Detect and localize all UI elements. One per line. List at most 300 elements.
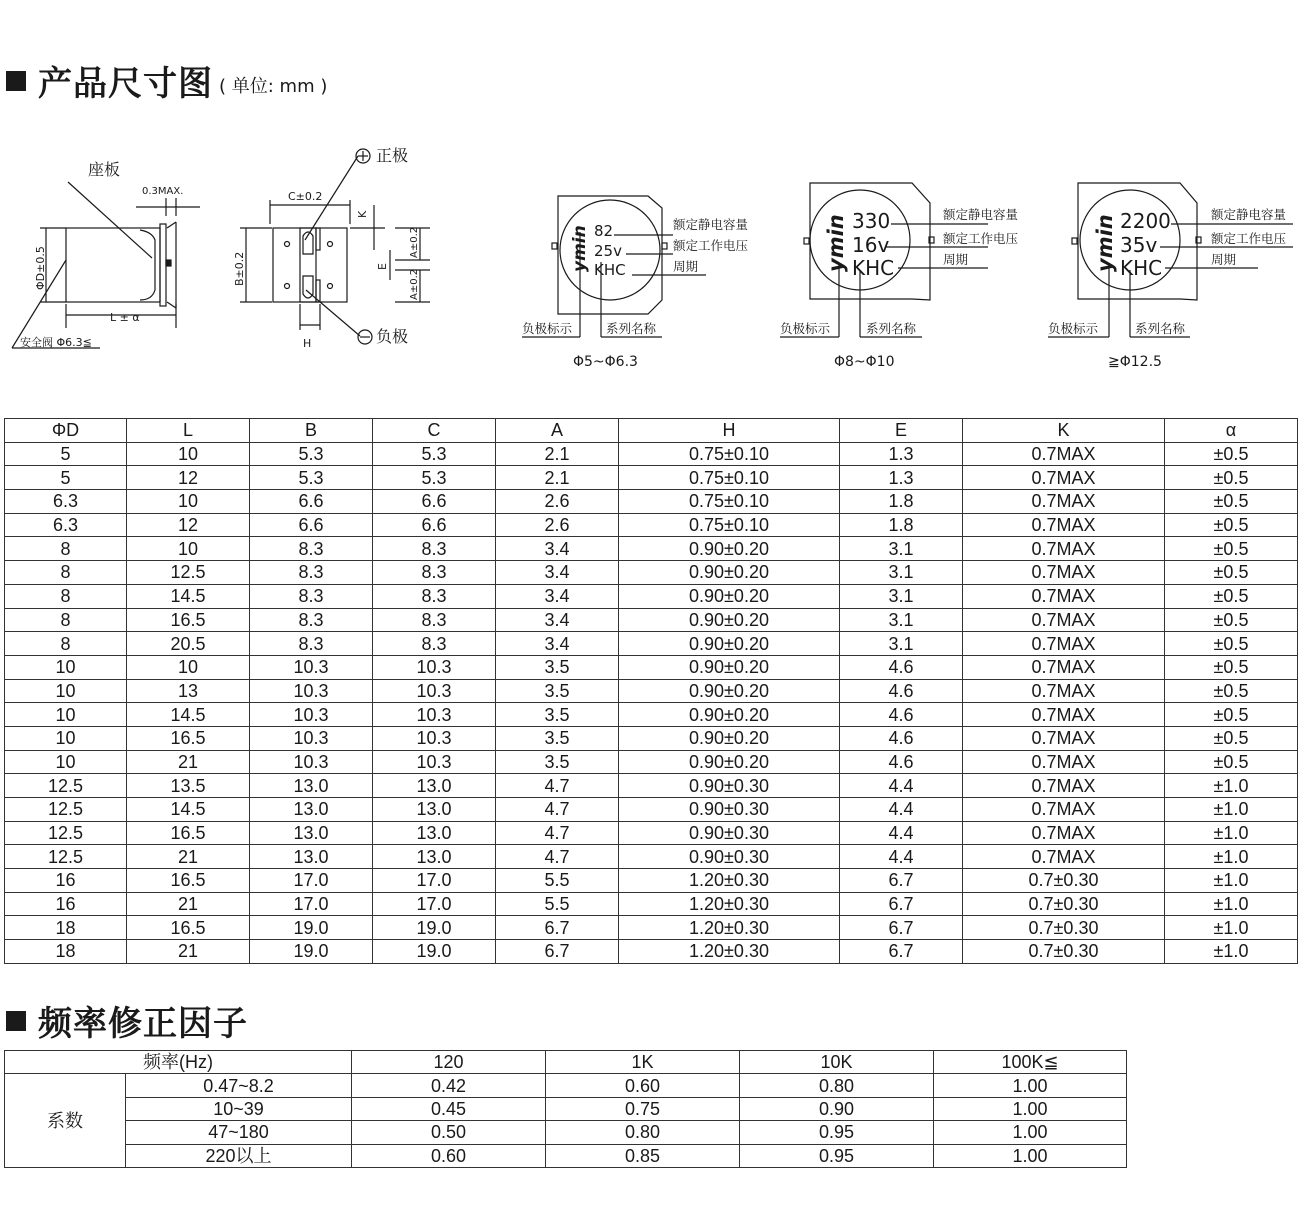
negative-mark-label: 负极标示 [780, 321, 831, 336]
table-cell: 2.1 [496, 466, 619, 490]
table-cell: 4.4 [840, 845, 963, 869]
unit-note: ( 单位: mm ) [219, 75, 328, 97]
table-cell: 4.7 [496, 798, 619, 822]
table-cell: 17.0 [250, 892, 373, 916]
table-cell: 0.7MAX [963, 750, 1165, 774]
table-cell: 21 [127, 892, 250, 916]
capacitance-range-cell: 10~39 [126, 1097, 352, 1120]
h-dimension-label: H [303, 337, 312, 350]
table-cell: 1.3 [840, 466, 963, 490]
table-cell: ±1.0 [1165, 798, 1298, 822]
negative-mark-label: 负极标示 [522, 321, 573, 336]
table-cell: 2.6 [496, 490, 619, 514]
table-cell: 5.5 [496, 892, 619, 916]
table-cell: 10.3 [250, 726, 373, 750]
cap-value: 2200 [1120, 209, 1171, 233]
table-cell: 0.90±0.30 [619, 845, 840, 869]
table-cell: 1.20±0.30 [619, 869, 840, 893]
table-cell: 5.3 [250, 442, 373, 466]
capacitance-label: 额定静电容量 [1211, 207, 1287, 222]
table-cell: 13.0 [250, 798, 373, 822]
table-cell: 10.3 [373, 679, 496, 703]
table-cell: ±1.0 [1165, 892, 1298, 916]
table-cell: 0.90±0.30 [619, 821, 840, 845]
table-cell: ±0.5 [1165, 726, 1298, 750]
table-cell: 18 [5, 916, 127, 940]
table-cell: ±0.5 [1165, 608, 1298, 632]
table-cell: 3.4 [496, 584, 619, 608]
square-bullet-icon [6, 71, 26, 91]
table-cell: 8 [5, 537, 127, 561]
table-cell: ±1.0 [1165, 869, 1298, 893]
table-cell: 8.3 [373, 584, 496, 608]
table-cell: 8.3 [250, 632, 373, 656]
table-cell: 21 [127, 845, 250, 869]
table-cell: 6.7 [840, 892, 963, 916]
table-cell: 5 [5, 442, 127, 466]
section-title: 产品尺寸图 [38, 64, 213, 104]
square-bullet-icon [6, 1011, 26, 1031]
table-cell: ±1.0 [1165, 821, 1298, 845]
table-cell: 19.0 [373, 940, 496, 964]
table-cell: 0.90±0.20 [619, 584, 840, 608]
table-cell: 6.7 [496, 916, 619, 940]
table-cell: 6.6 [373, 490, 496, 514]
table-cell: 12 [127, 466, 250, 490]
table-cell: 3.1 [840, 632, 963, 656]
table-cell: 10.3 [373, 703, 496, 727]
safety-vent-label: 安全阀 Φ6.3≦ [20, 336, 92, 349]
table-cell: 4.6 [840, 679, 963, 703]
table-cell: 0.90±0.20 [619, 632, 840, 656]
table-header-cell: 100K≦ [934, 1051, 1127, 1074]
positive-label: 正极 [376, 146, 409, 165]
size-range-label: Φ5~Φ6.3 [573, 354, 638, 370]
table-cell: 17.0 [373, 869, 496, 893]
table-row [5, 1144, 1127, 1167]
table-header-row [5, 1051, 1127, 1074]
table-row [5, 608, 1298, 632]
negative-mark-label: 负极标示 [1048, 321, 1099, 336]
table-cell: 12.5 [5, 821, 127, 845]
table-cell: 14.5 [127, 584, 250, 608]
table-cell: 0.75±0.10 [619, 442, 840, 466]
coefficient-cell: 1.00 [934, 1097, 1127, 1120]
b-dimension-label: B±0.2 [233, 251, 246, 286]
table-cell: 4.4 [840, 774, 963, 798]
table-cell: 3.5 [496, 726, 619, 750]
bottom-view-drawing [240, 149, 430, 344]
coefficient-cell: 0.45 [352, 1097, 546, 1120]
coefficient-cell: 1.00 [934, 1074, 1127, 1097]
coefficient-cell: 0.80 [740, 1074, 934, 1097]
table-cell: 16.5 [127, 608, 250, 632]
capacitance-label: 额定静电容量 [673, 217, 749, 232]
series-name-label: 系列名称 [606, 321, 657, 336]
table-cell: 8.3 [373, 561, 496, 585]
voltage-label: 额定工作电压 [1211, 231, 1287, 246]
table-cell: 3.1 [840, 537, 963, 561]
table-cell: 12.5 [127, 561, 250, 585]
table-cell: 12.5 [5, 845, 127, 869]
table-cell: 4.6 [840, 726, 963, 750]
table-cell: 21 [127, 750, 250, 774]
table-cell: 10.3 [250, 679, 373, 703]
max-thickness-label: 0.3MAX. [142, 186, 184, 197]
series-name-label: 系列名称 [866, 321, 917, 336]
table-cell: 8.3 [373, 537, 496, 561]
table-row [5, 845, 1298, 869]
table-row [5, 940, 1298, 964]
size-range-label: Φ8~Φ10 [834, 354, 895, 370]
table-header-cell: ΦD [5, 419, 127, 443]
table-cell: 17.0 [373, 892, 496, 916]
table-cell: 0.7MAX [963, 632, 1165, 656]
table-cell: 4.7 [496, 774, 619, 798]
table-cell: 1.8 [840, 513, 963, 537]
table-cell: ±0.5 [1165, 513, 1298, 537]
coefficient-cell: 0.95 [740, 1121, 934, 1144]
table-cell: 16.5 [127, 916, 250, 940]
table-cell: 0.90±0.20 [619, 703, 840, 727]
cap-value: 330 [852, 209, 891, 233]
table-cell: 0.7MAX [963, 726, 1165, 750]
table-cell: 0.7MAX [963, 466, 1165, 490]
table-cell: 19.0 [373, 916, 496, 940]
table-cell: 16.5 [127, 821, 250, 845]
table-cell: 6.6 [373, 513, 496, 537]
table-cell: 10 [5, 703, 127, 727]
table-cell: 16.5 [127, 869, 250, 893]
table-cell: ±1.0 [1165, 940, 1298, 964]
table-cell: 3.4 [496, 537, 619, 561]
table-header-cell: B [250, 419, 373, 443]
capacitance-range-cell: 47~180 [126, 1121, 352, 1144]
table-row [5, 561, 1298, 585]
table-cell: 13.0 [373, 774, 496, 798]
table-cell: 0.7MAX [963, 561, 1165, 585]
table-cell: 10 [5, 679, 127, 703]
table-cell: 10 [5, 726, 127, 750]
table-cell: 10 [5, 750, 127, 774]
a-dimension-label-top: A±0.2 [409, 226, 420, 258]
table-cell: 14.5 [127, 798, 250, 822]
table-cell: 0.7MAX [963, 442, 1165, 466]
table-row [5, 490, 1298, 514]
table-header-cell: E [840, 419, 963, 443]
table-cell: 5.5 [496, 869, 619, 893]
table-cell: 0.90±0.20 [619, 679, 840, 703]
table-header-cell: H [619, 419, 840, 443]
coefficient-cell: 1.00 [934, 1121, 1127, 1144]
table-cell: ±0.5 [1165, 537, 1298, 561]
table-cell: 0.90±0.20 [619, 608, 840, 632]
table-cell: 16 [5, 892, 127, 916]
brand-logo: ymin [1093, 214, 1117, 272]
period-label: 周期 [943, 252, 969, 267]
table-cell: 4.4 [840, 798, 963, 822]
table-cell: 10 [127, 537, 250, 561]
table-cell: 0.7MAX [963, 584, 1165, 608]
table-header-cell: L [127, 419, 250, 443]
table-cell: 5 [5, 466, 127, 490]
table-cell: 0.7MAX [963, 845, 1165, 869]
table-cell: 10 [127, 655, 250, 679]
table-row [5, 513, 1298, 537]
table-cell: 5.3 [373, 442, 496, 466]
table-cell: 13.0 [373, 798, 496, 822]
table-cell: 8.3 [250, 537, 373, 561]
table-cell: 8 [5, 584, 127, 608]
period-label: 周期 [673, 259, 699, 274]
table-cell: 0.7±0.30 [963, 892, 1165, 916]
size-range-label: ≧Φ12.5 [1108, 354, 1162, 370]
table-row [5, 537, 1298, 561]
table-cell: 5.3 [373, 466, 496, 490]
table-cell: 13.0 [373, 845, 496, 869]
table-cell: 13.0 [250, 845, 373, 869]
frequency-header: 频率(Hz) [5, 1051, 352, 1074]
period-label: 周期 [1211, 252, 1237, 267]
table-cell: 8.3 [250, 561, 373, 585]
table-header-cell: A [496, 419, 619, 443]
table-cell: 0.90±0.20 [619, 655, 840, 679]
table-cell: ±0.5 [1165, 466, 1298, 490]
table-cell: 4.4 [840, 821, 963, 845]
table-cell: 13.5 [127, 774, 250, 798]
table-header-cell: 10K [740, 1051, 934, 1074]
table-cell: 4.7 [496, 821, 619, 845]
table-cell: 20.5 [127, 632, 250, 656]
table-cell: 10.3 [373, 655, 496, 679]
table-cell: 0.7±0.30 [963, 940, 1165, 964]
base-plate-label: 座板 [88, 160, 121, 179]
table-row [5, 442, 1298, 466]
table-row [5, 726, 1298, 750]
table-cell: 4.6 [840, 655, 963, 679]
table-cell: 0.7MAX [963, 537, 1165, 561]
table-cell: 3.1 [840, 561, 963, 585]
table-cell: 13 [127, 679, 250, 703]
table-cell: 6.7 [840, 869, 963, 893]
table-cell: 0.7MAX [963, 821, 1165, 845]
length-label: L ± α [110, 311, 140, 324]
capacitance-label: 额定静电容量 [943, 207, 1019, 222]
table-cell: ±0.5 [1165, 703, 1298, 727]
section-heading-dimensions [6, 56, 327, 105]
table-cell: 0.7MAX [963, 703, 1165, 727]
table-cell: 0.7MAX [963, 608, 1165, 632]
coefficient-cell: 0.60 [546, 1074, 740, 1097]
table-row [5, 1121, 1127, 1144]
voltage-value: 16v [852, 233, 890, 257]
table-cell: 1.20±0.30 [619, 892, 840, 916]
table-cell: 0.75±0.10 [619, 513, 840, 537]
table-row [5, 1097, 1127, 1120]
coefficient-cell: 1.00 [934, 1144, 1127, 1167]
section-title: 频率修正因子 [38, 1004, 248, 1044]
table-row [5, 750, 1298, 774]
coefficient-cell: 0.95 [740, 1144, 934, 1167]
table-cell: 2.6 [496, 513, 619, 537]
table-cell: 10 [5, 655, 127, 679]
table-cell: 0.7MAX [963, 774, 1165, 798]
table-cell: 8 [5, 632, 127, 656]
table-cell: 8 [5, 561, 127, 585]
diameter-label: ΦD±0.5 [34, 246, 47, 290]
table-row [5, 584, 1298, 608]
table-cell: 3.5 [496, 750, 619, 774]
table-cell: 10.3 [250, 750, 373, 774]
table-cell: 6.3 [5, 513, 127, 537]
table-cell: 1.3 [840, 442, 963, 466]
table-cell: 8.3 [373, 632, 496, 656]
table-cell: 3.4 [496, 561, 619, 585]
table-header-cell: K [963, 419, 1165, 443]
table-cell: 3.1 [840, 608, 963, 632]
table-cell: 0.7MAX [963, 490, 1165, 514]
table-cell: 0.7MAX [963, 798, 1165, 822]
series-code: KHC [852, 256, 895, 280]
table-row [5, 679, 1298, 703]
dimension-table [4, 418, 1298, 964]
table-cell: 8.3 [250, 608, 373, 632]
table-cell: 5.3 [250, 466, 373, 490]
series-name-label: 系列名称 [1135, 321, 1186, 336]
a-dimension-label-bottom: A±0.2 [409, 268, 420, 300]
table-cell: 0.90±0.30 [619, 798, 840, 822]
table-cell: 4.7 [496, 845, 619, 869]
table-cell: 21 [127, 940, 250, 964]
capacitance-range-cell: 0.47~8.2 [126, 1074, 352, 1097]
table-cell: 6.6 [250, 513, 373, 537]
table-cell: 18 [5, 940, 127, 964]
table-cell: 10 [127, 490, 250, 514]
table-cell: 10.3 [250, 703, 373, 727]
table-cell: 6.6 [250, 490, 373, 514]
table-cell: 3.5 [496, 703, 619, 727]
coefficient-cell: 0.90 [740, 1097, 934, 1120]
table-cell: 13.0 [373, 821, 496, 845]
table-cell: 10.3 [373, 726, 496, 750]
voltage-label: 额定工作电压 [673, 238, 749, 253]
table-cell: 16 [5, 869, 127, 893]
table-cell: 8 [5, 608, 127, 632]
table-cell: 17.0 [250, 869, 373, 893]
c-dimension-label: C±0.2 [288, 190, 323, 203]
table-cell: 3.5 [496, 679, 619, 703]
coefficient-cell: 0.60 [352, 1144, 546, 1167]
coefficient-cell: 0.85 [546, 1144, 740, 1167]
dimension-drawing [0, 130, 1300, 380]
table-cell: ±0.5 [1165, 490, 1298, 514]
capacitance-range-cell: 220以上 [126, 1144, 352, 1167]
table-cell: 6.3 [5, 490, 127, 514]
table-cell: 13.0 [250, 821, 373, 845]
table-row [5, 821, 1298, 845]
table-cell: ±1.0 [1165, 916, 1298, 940]
table-cell: 6.7 [496, 940, 619, 964]
table-cell: 19.0 [250, 916, 373, 940]
table-cell: ±0.5 [1165, 750, 1298, 774]
table-header-cell: 120 [352, 1051, 546, 1074]
table-cell: 0.90±0.20 [619, 726, 840, 750]
table-row [5, 869, 1298, 893]
table-cell: 0.7±0.30 [963, 916, 1165, 940]
table-cell: 1.20±0.30 [619, 940, 840, 964]
frequency-correction-table [4, 1050, 1127, 1168]
table-cell: 4.6 [840, 703, 963, 727]
table-cell: 0.7±0.30 [963, 869, 1165, 893]
table-row [5, 774, 1298, 798]
table-header-cell: 1K [546, 1051, 740, 1074]
table-row [5, 466, 1298, 490]
table-row [5, 703, 1298, 727]
coefficient-cell: 0.80 [546, 1121, 740, 1144]
series-code: KHC [1120, 256, 1163, 280]
coefficient-cell: 0.42 [352, 1074, 546, 1097]
voltage-value: 25v [594, 242, 622, 260]
table-cell: 1.8 [840, 490, 963, 514]
table-cell: 12.5 [5, 798, 127, 822]
series-code: KHC [594, 261, 626, 279]
table-cell: 2.1 [496, 442, 619, 466]
table-cell: 19.0 [250, 940, 373, 964]
table-cell: 0.90±0.20 [619, 537, 840, 561]
table-header-cell: C [373, 419, 496, 443]
brand-logo: ymin [824, 214, 848, 272]
table-cell: 1.20±0.30 [619, 916, 840, 940]
table-cell: ±0.5 [1165, 584, 1298, 608]
table-cell: ±0.5 [1165, 632, 1298, 656]
table-row [5, 1074, 1127, 1097]
coefficient-label: 系数 [5, 1074, 126, 1168]
table-cell: 3.5 [496, 655, 619, 679]
table-cell: ±0.5 [1165, 561, 1298, 585]
table-cell: 14.5 [127, 703, 250, 727]
table-cell: 8.3 [373, 608, 496, 632]
table-cell: ±1.0 [1165, 774, 1298, 798]
table-cell: ±0.5 [1165, 442, 1298, 466]
table-cell: 3.4 [496, 608, 619, 632]
table-cell: 0.90±0.30 [619, 774, 840, 798]
table-cell: ±0.5 [1165, 679, 1298, 703]
table-cell: 10.3 [373, 750, 496, 774]
table-row [5, 916, 1298, 940]
table-row [5, 632, 1298, 656]
table-cell: ±0.5 [1165, 655, 1298, 679]
table-row [5, 655, 1298, 679]
table-cell: 0.90±0.20 [619, 750, 840, 774]
table-cell: 10 [127, 442, 250, 466]
table-cell: 0.7MAX [963, 655, 1165, 679]
table-row [5, 798, 1298, 822]
table-row [5, 892, 1298, 916]
table-cell: 10.3 [250, 655, 373, 679]
k-dimension-label: K [356, 210, 369, 218]
table-cell: 3.1 [840, 584, 963, 608]
table-cell: 4.6 [840, 750, 963, 774]
coefficient-cell: 0.50 [352, 1121, 546, 1144]
table-cell: 12.5 [5, 774, 127, 798]
table-cell: 0.7MAX [963, 513, 1165, 537]
table-cell: 0.90±0.20 [619, 561, 840, 585]
voltage-value: 35v [1120, 233, 1158, 257]
table-cell: 0.75±0.10 [619, 490, 840, 514]
table-cell: ±1.0 [1165, 845, 1298, 869]
cap-value: 82 [594, 222, 614, 240]
table-cell: 16.5 [127, 726, 250, 750]
